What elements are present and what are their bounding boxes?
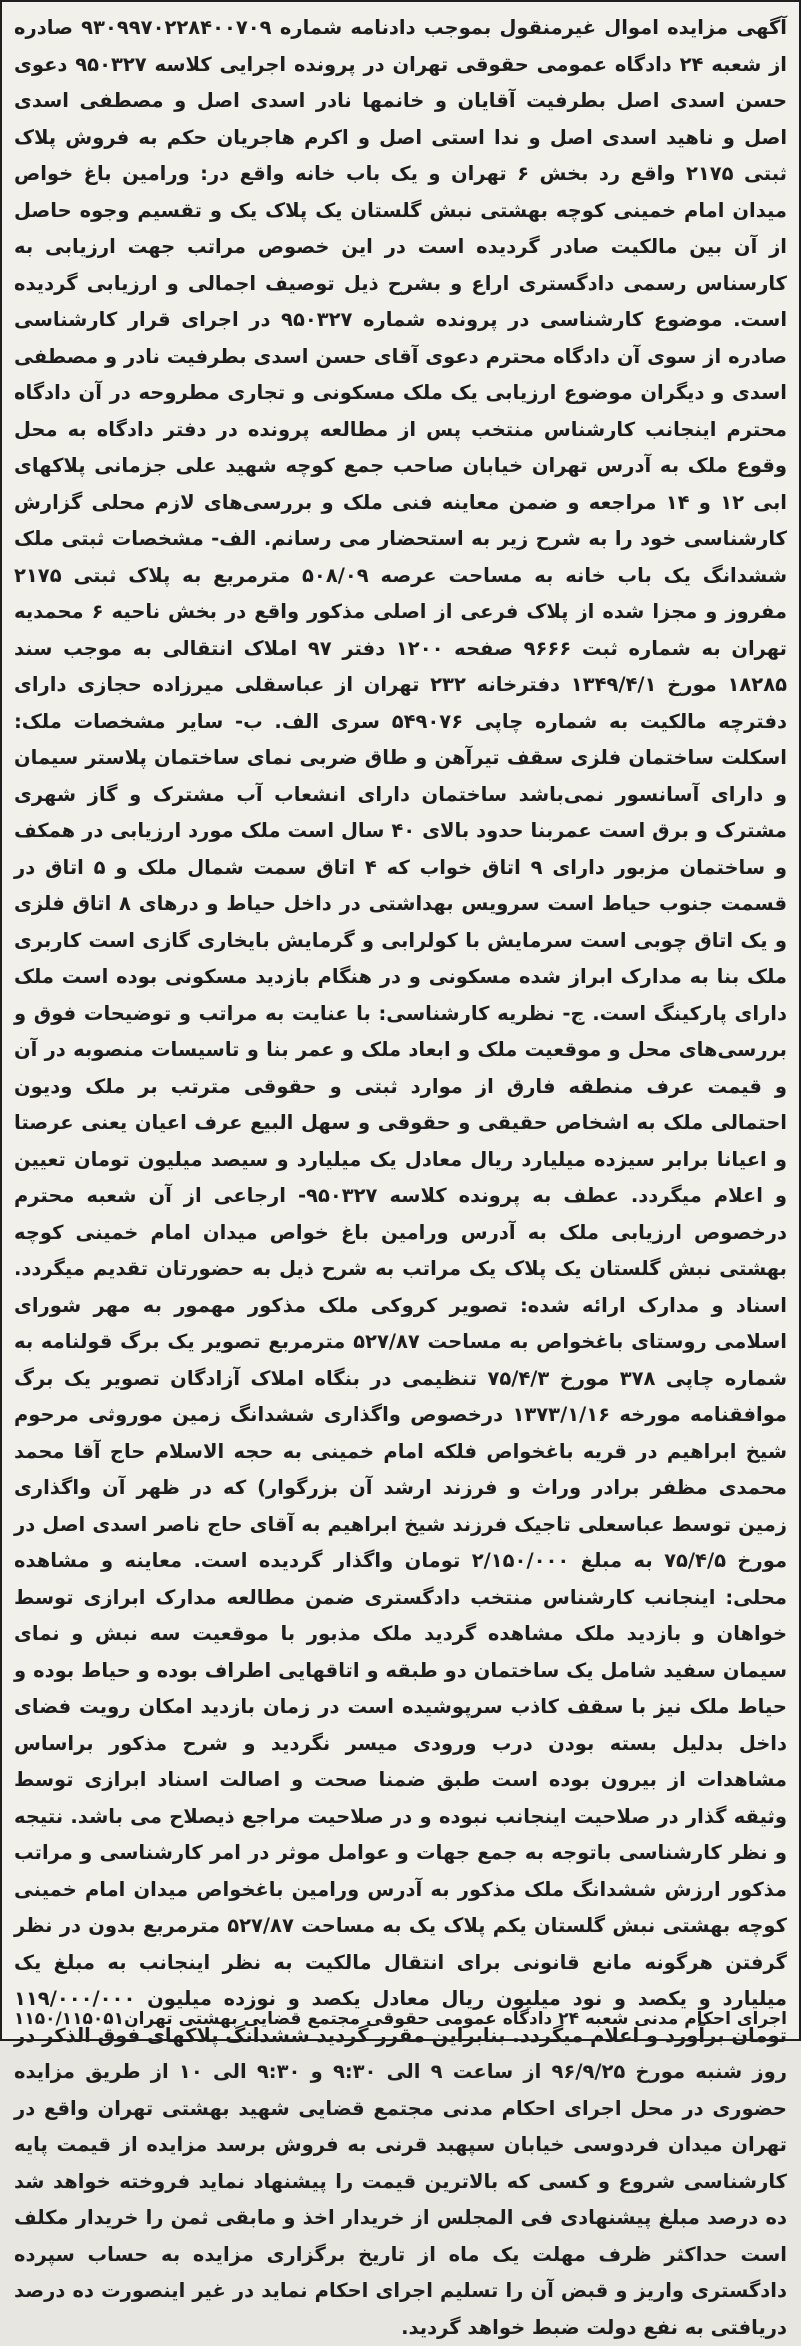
notice-footer — [14, 2005, 787, 2033]
issuer-signature: اجرای احکام مدنی شعبه ۲۴ دادگاه عمومی حقوقی مجتمع قضایی بهشتی تهران — [124, 2009, 787, 2029]
notice-title: آگهی مزایده اموال غیرمنقول — [499, 16, 787, 39]
notice-paragraph: بموجب دادنامه شماره ۹۳۰۹۹۷۰۲۲۸۴۰۰۷۰۹ صادره از شعبه ۲۴ دادگاه عمومی حقوقی تهران در پرونده اجرایی کلاسه ۹۵۰۳۲۷ دعوی حسن اسدی اصل بطرفیت آقایان و خانمها نادر اسدی اصل و مصطفی اسدی اصل و ناهید اسدی اصل و ندا استی اصل و اکرم هاجریان حکم به فروش پلاک ثبتی ۲۱۷۵ واقع رد بخش ۶ تهران و یک باب خانه واقع در: ورامین باغ خواص میدان امام خمینی کوچه بهشتی نبش گلستان یک پلاک یک و تقسیم وجوه حاصل از آن بین مالکیت صادر گردیده است در این خصوص مراتب جهت ارزیابی به کارسناس رسمی دادگستری اراع و بشرح ذیل توصیف اجمالی و ارزیابی گردیده است. موضوع کارشناسی در پرونده شماره ۹۵۰۳۲۷ در اجرای قرار کارشناسی صادره از سوی آن دادگاه محترم دعوی آقای حسن اسدی بطرفیت نادر و مصطفی اسدی و دیگران موضوع ارزیابی یک ملک مسکونی و تجاری مطروحه در آن دادگاه محترم اینجانب کارشناس منتخب پس از مطالعه پرونده در دفتر دادگاه به محل وقوع ملک به آدرس تهران خیابان صاحب جمع کوچه شهید علی جزمانی پلاکهای ابی ۱۲ و ۱۴ مراجعه و ضمن معاینه فنی ملک و بررسی‌های لازم محلی گزارش کارشناسی خود را به شرح زیر به استحضار می رسانم. الف- مشخصات ثبتی ملک ششدانگ یک باب خانه به مساحت عرصه ۵۰۸/۰۹ مترمربع به پلاک ثبتی ۲۱۷۵ مفروز و مجزا شده از پلاک فرعی از اصلی مذکور واقع در بخش ناحیه ۶ محمدیه تهران به شماره ثبت ۹۶۶۶ صفحه ۱۲۰۰ دفتر ۹۷ املاک انتقالی به موجب سند ۱۸۲۸۵ مورخ ۱۳۴۹/۴/۱ دفترخانه ۲۳۲ تهران از عباسقلی میرزاده حجازی دارای دفترچه مالکیت به شماره چاپی ۵۴۹۰۷۶ سری الف. ب- سایر مشخصات ملک: اسکلت ساختمان فلزی سقف تیرآهن و طاق ضربی نمای ساختمان پلاستر سیمان و دارای آسانسور نمی‌باشد ساختمان دارای انشعاب آب مشترک و گاز شهری مشترک و برق است عمربنا حدود بالای ۴۰ سال است ملک مورد ارزیابی در همکف و ساختمان مزبور دارای ۹ اتاق خواب که ۴ اتاق سمت شمال ملک و ۵ اتاق در قسمت جنوب حیاط است سرویس بهداشتی در داخل حیاط و درهای ۸ اتاق فلزی و یک اتاق چوبی است سرمایش با کولرابی و گرمایش بایخاری گازی است کاربری ملک بنا به مدارک ابراز شده مسکونی و در هنگام بازدید مسکونی بوده است ملک دارای پارکینگ است. ج- نظریه کارشناسی: با عنایت به مراتب و توضیحات فوق و بررسی‌های محل و موقعیت ملک و ابعاد ملک و عمر بنا و تاسیسات منصوبه در آن و قیمت عرف منطقه فارق از موارد ثبتی و حقوقی مترتب بر ملک ودیون احتمالی ملک به اشخاص حقیقی و حقوقی و سهل البیع عرف اعیان یعنی عرصتا و اعیانا برابر سیزده میلیارد ریال معادل یک میلیارد و سیصد میلیون تومان تعیین و اعلام میگردد. عطف به پرونده کلاسه ۹۵۰۳۲۷- ارجاعی از آن شعبه محترم درخصوص ارزیابی ملک به آدرس ورامین باغ خواص میدان امام خمینی کوچه بهشتی نبش گلستان یک پلاک یک مراتب به شرح ذیل به حضورتان تقدیم میگردد. اسناد و مدارک ارائه شده: تصویر کروکی ملک مذکور مهمور به مهر شورای اسلامی روستای باغخواص به مساحت ۵۲۷/۸۷ مترمربع تصویر یک برگ قولنامه به شماره چاپی ۳۷۸ مورخ ۷۵/۴/۳ تنظیمی در بنگاه املاک آزادگان تصویر یک برگ موافقنامه مورخه ۱۳۷۳/۱/۱۶ درخصوص واگذاری ششدانگ زمین موروثی مرحوم شیخ ابراهیم در قریه باغخواص فلکه امام خمینی به حجه الاسلام حاج آقا محمد محمدی مظفر برادر وراث و فرزند ارشد آن بزرگوار) که در ظهر آن واگذاری زمین توسط عباسعلی تاجیک فرزند شیخ ابراهیم به آقای حاج ناصر اسدی اصل در مورخ ۷۵/۴/۵ به مبلغ ۲/۱۵۰/۰۰۰ تومان واگذار گردیده است. معاینه و مشاهده محلی: اینجانب کارشناس منتخب دادگستری ضمن مطالعه مدارک ابرازی توسط خواهان و بازدید ملک مشاهده گردید ملک مذبور با موقعیت سه نبش و نمای سیمان سفید شامل یک ساختمان دو طبقه و اتاقهایی اطراف بوده و حیاط بوده و حیاط ملک نیز با سقف کاذب سرپوشیده است در زمان بازدید امکان رویت فضای داخل بدلیل بسته بودن درب ورودی میسر نگردید و شرح مذکور براساس مشاهدات از بیرون بوده است طبق ضمنا صحت و اصالت اسناد ابرازی توسط وثیقه گذار در صلاحیت اینجانب نبوده و در صلاحیت مراجع ذیصلاح می باشد. نتیجه و نظر کارشناسی باتوجه به جمع جهات و عوامل موثر در امر کارشناسی و مراتب مذکور ارزش ششدانگ ملک مذکور به آدرس ورامین باغخواص میدان امام خمینی کوچه بهشتی نبش گلستان یکم پلاک یک به مساحت ۵۲۷/۸۷ مترمربع بدون در نظر گرفتن هرگونه مانع قانونی برای انتقال مالکیت به نظر اینجانب به مبلغ یک میلیارد و یکصد و نود میلیون ریال معادل یکصد و نوزده میلیون ۱۱۹/۰۰۰/۰۰۰ تومان برآورد و اعلام میگردد. بنابراین مقرر گردید ششدانگ پلاکهای فوق الذکر در روز شنبه مورخ ۹۶/۹/۲۵ از ساعت ۹ الی ۹:۳۰ و ۹:۳۰ الی ۱۰ از طریق مزایده حضوری در محل اجرای احکام مدنی مجتمع قضایی شهید بهشتی تهران واقع در تهران میدان فردوسی خیابان سپهبد قرنی به فروش برسد مزایده از قیمت پایه کارشناسی شروع و کسی که بالاترین قیمت را پیشنهاد نماید فروخته خواهد شد ده درصد مبلغ پیشنهادی فی المجلس از خریدار اخذ و مابقی ثمن را خریدار مکلف است حداکثر ظرف مهلت یک ماه از تاریخ برگزاری مزایده به حساب سپرده دادگستری واریز و قبض آن را تسلیم اجرای احکام نماید در غیر اینصورت ده درصد دریافتی به نفع دولت ضبط خواهد گردید. — [14, 16, 788, 2339]
notice-body — [14, 10, 787, 2346]
reference-code: ۱۱۵۰/۱۱۵۰۵۱ — [14, 2009, 124, 2029]
